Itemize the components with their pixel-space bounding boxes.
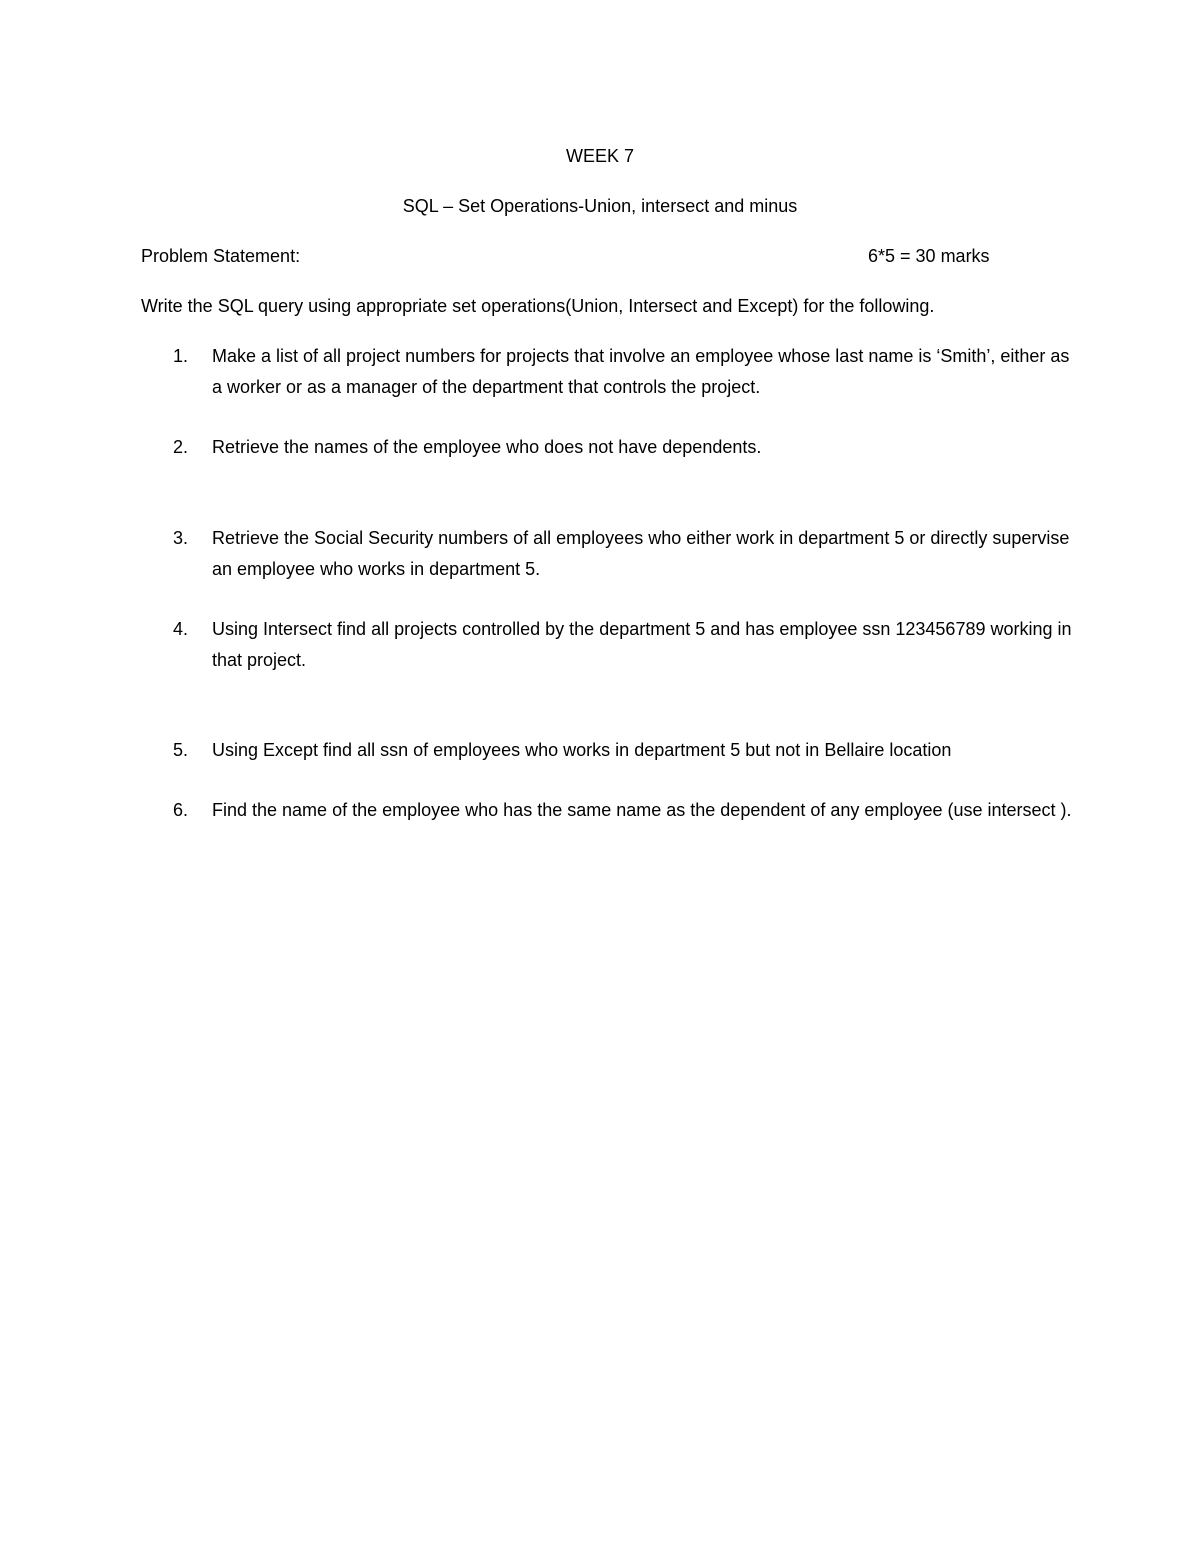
question-item-3 (173, 523, 1073, 584)
question-text: Retrieve the names of the employee who does not have dependents. (212, 437, 762, 457)
marks-text: 6*5 = 30 marks (868, 246, 990, 266)
instruction-text: Write the SQL query using appropriate set operations(Union, Intersect and Except) for the following. (141, 296, 935, 316)
question-number: 3. (173, 528, 189, 548)
question-item-6 (173, 795, 1073, 826)
question-text: Using Intersect find all projects controlled by the department 5 and has employee ssn 123456789 working in that project. (212, 619, 1072, 670)
question-number: 5. (173, 740, 189, 760)
question-item-2 (173, 432, 1073, 463)
problem-statement-label: Problem Statement: (141, 246, 301, 266)
question-item-1 (173, 341, 1073, 402)
question-item-5 (173, 735, 1073, 766)
question-text: Retrieve the Social Security numbers of all employees who either work in department 5 or directly supervise an employee who works in department 5. (212, 528, 1070, 579)
question-text: Make a list of all project numbers for projects that involve an employee whose last name is ‘Smith’, either as a worker or as a manager of the department that controls the project. (212, 346, 1070, 397)
question-text: Using Except find all ssn of employees who works in department 5 but not in Bellaire location (212, 740, 952, 760)
question-number: 4. (173, 619, 189, 639)
question-number: 1. (173, 346, 189, 366)
question-item-4 (173, 614, 1073, 675)
question-number: 6. (173, 800, 189, 820)
question-text: Find the name of the employee who has the same name as the dependent of any employee (use intersect ). (212, 800, 1072, 820)
week-title: WEEK 7 (565, 146, 635, 166)
question-number: 2. (173, 437, 189, 457)
document-subtitle: SQL – Set Operations-Union, intersect and minus (402, 196, 798, 216)
